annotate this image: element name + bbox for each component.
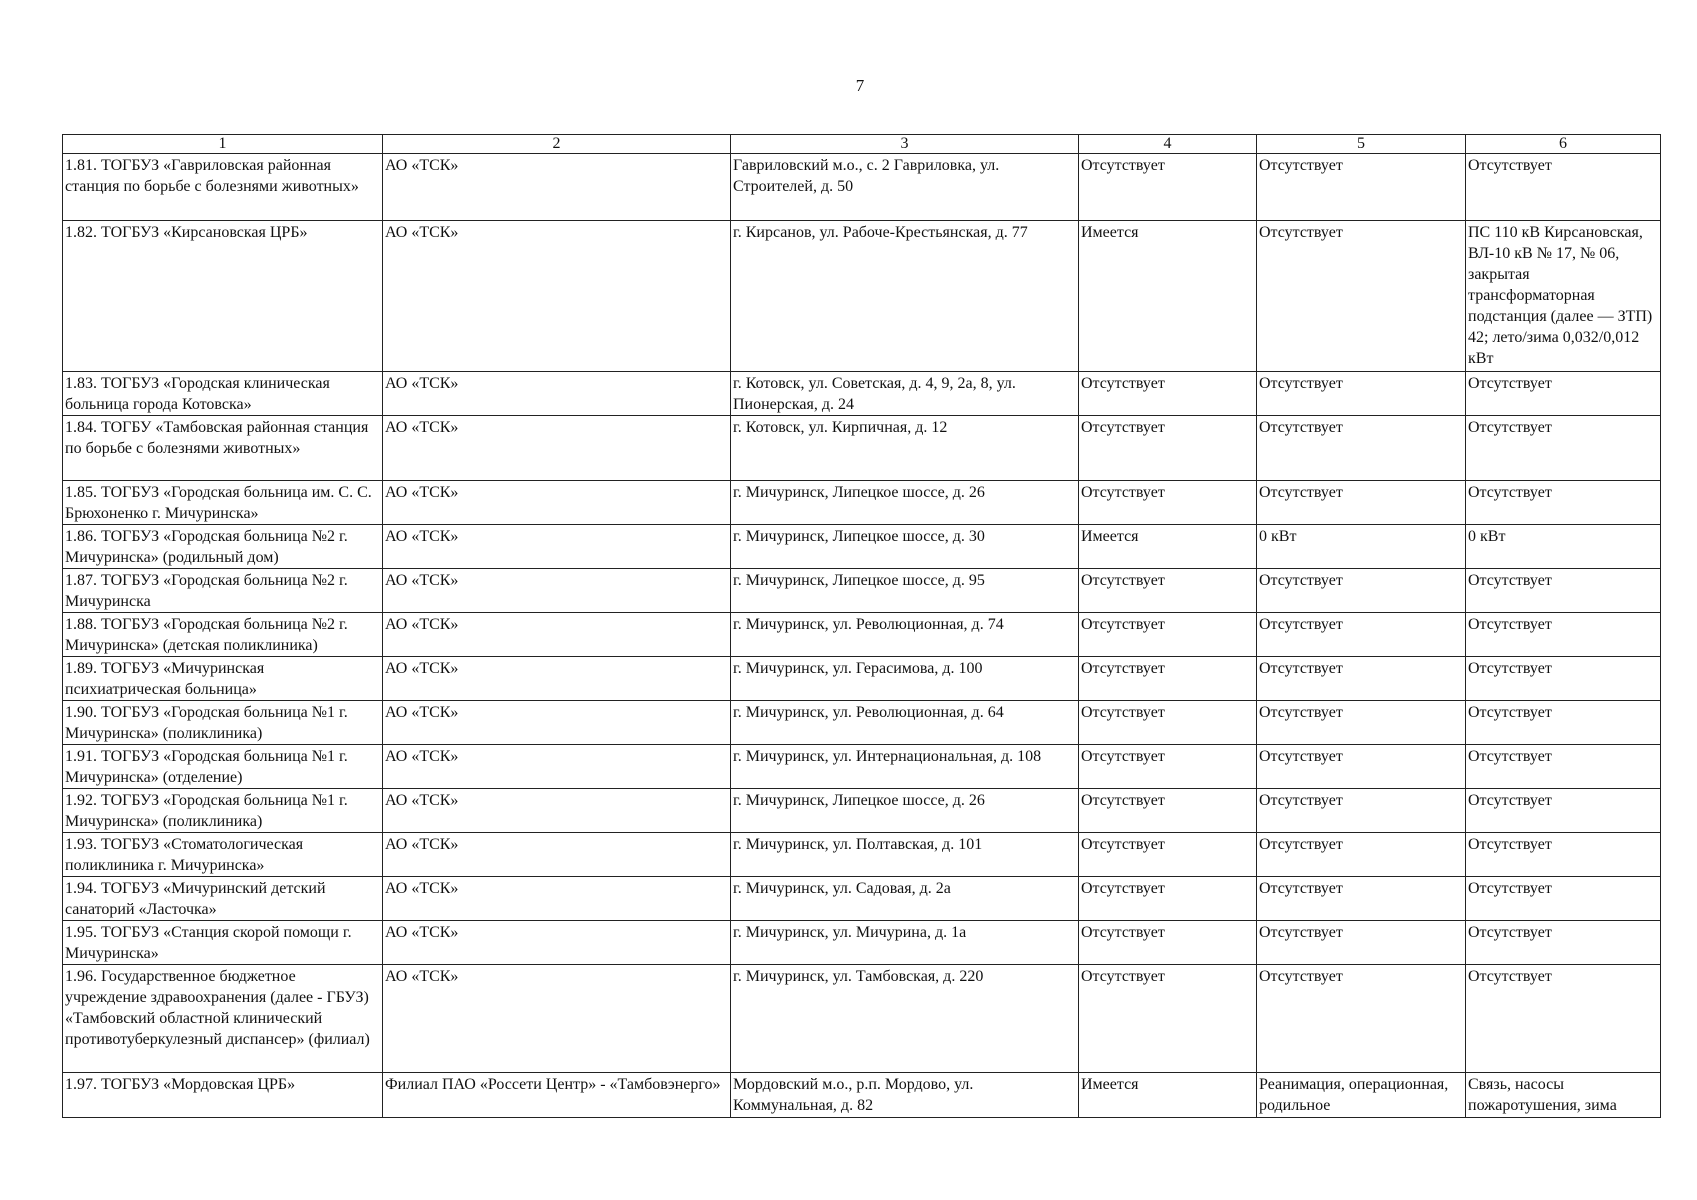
header-row <box>63 135 1661 154</box>
cell-col4: Отсутствует <box>1079 965 1257 1073</box>
table-row <box>63 372 1661 416</box>
cell-col6: Отсутствует <box>1466 745 1661 789</box>
cell-col4: Отсутствует <box>1079 833 1257 877</box>
cell-institution: 1.84. ТОГБУ «Тамбовская районная станция по борьбе с болезнями животных» <box>63 416 383 481</box>
cell-address: г. Мичуринск, Липецкое шоссе, д. 95 <box>731 569 1079 613</box>
cell-col6: Отсутствует <box>1466 833 1661 877</box>
cell-col6: Отсутствует <box>1466 372 1661 416</box>
cell-address: г. Котовск, ул. Советская, д. 4, 9, 2а, 8, ул. Пионерская, д. 24 <box>731 372 1079 416</box>
cell-col5: Отсутствует <box>1257 154 1466 221</box>
header-col-5: 5 <box>1257 135 1466 154</box>
cell-supplier: АО «ТСК» <box>383 525 731 569</box>
cell-address: г. Мичуринск, Липецкое шоссе, д. 26 <box>731 481 1079 525</box>
table-row <box>63 789 1661 833</box>
cell-supplier: АО «ТСК» <box>383 569 731 613</box>
table-row <box>63 416 1661 481</box>
cell-address: г. Мичуринск, ул. Интернациональная, д. 108 <box>731 745 1079 789</box>
cell-col4: Отсутствует <box>1079 921 1257 965</box>
cell-address: Гавриловский м.о., с. 2 Гавриловка, ул. Строителей, д. 50 <box>731 154 1079 221</box>
table-row <box>63 965 1661 1073</box>
cell-col6: Отсутствует <box>1466 921 1661 965</box>
cell-supplier: АО «ТСК» <box>383 154 731 221</box>
cell-col6: Отсутствует <box>1466 789 1661 833</box>
cell-institution: 1.83. ТОГБУЗ «Городская клиническая больница города Котовска» <box>63 372 383 416</box>
cell-institution: 1.90. ТОГБУЗ «Городская больница №1 г. Мичуринска» (поликлиника) <box>63 701 383 745</box>
cell-col5: Отсутствует <box>1257 416 1466 481</box>
header-col-1: 1 <box>63 135 383 154</box>
cell-col6: Отсутствует <box>1466 569 1661 613</box>
cell-col5: Отсутствует <box>1257 657 1466 701</box>
cell-col4: Отсутствует <box>1079 613 1257 657</box>
cell-col4: Отсутствует <box>1079 569 1257 613</box>
cell-col6: 0 кВт <box>1466 525 1661 569</box>
cell-supplier: АО «ТСК» <box>383 416 731 481</box>
cell-address: г. Мичуринск, Липецкое шоссе, д. 26 <box>731 789 1079 833</box>
cell-supplier: АО «ТСК» <box>383 657 731 701</box>
cell-address: г. Мичуринск, ул. Революционная, д. 74 <box>731 613 1079 657</box>
cell-col6: Связь, насосы пожаротушения, зима <box>1466 1073 1661 1118</box>
header-col-2: 2 <box>383 135 731 154</box>
cell-supplier: АО «ТСК» <box>383 921 731 965</box>
cell-col4: Отсутствует <box>1079 154 1257 221</box>
cell-col6: Отсутствует <box>1466 657 1661 701</box>
cell-institution: 1.95. ТОГБУЗ «Станция скорой помощи г. Мичуринска» <box>63 921 383 965</box>
cell-col6: Отсутствует <box>1466 154 1661 221</box>
table-row <box>63 1073 1661 1118</box>
cell-col4: Отсутствует <box>1079 372 1257 416</box>
cell-address: г. Мичуринск, Липецкое шоссе, д. 30 <box>731 525 1079 569</box>
cell-col4: Отсутствует <box>1079 657 1257 701</box>
cell-col5: Отсутствует <box>1257 789 1466 833</box>
cell-col4: Отсутствует <box>1079 745 1257 789</box>
header-col-3: 3 <box>731 135 1079 154</box>
table-row <box>63 613 1661 657</box>
cell-col6: ПС 110 кВ Кирсановская, ВЛ-10 кВ № 17, № 06, закрытая трансформаторная подстанция (далее — ЗТП) 42; лето/зима 0,032/0,012 кВт <box>1466 221 1661 372</box>
cell-institution: 1.82. ТОГБУЗ «Кирсановская ЦРБ» <box>63 221 383 372</box>
cell-col5: Отсутствует <box>1257 745 1466 789</box>
table-header <box>63 135 1661 154</box>
cell-col4: Отсутствует <box>1079 877 1257 921</box>
cell-supplier: АО «ТСК» <box>383 965 731 1073</box>
cell-address: г. Мичуринск, ул. Полтавская, д. 101 <box>731 833 1079 877</box>
cell-supplier: АО «ТСК» <box>383 372 731 416</box>
cell-col5: Отсутствует <box>1257 481 1466 525</box>
cell-col6: Отсутствует <box>1466 481 1661 525</box>
header-col-4: 4 <box>1079 135 1257 154</box>
cell-col5: Отсутствует <box>1257 613 1466 657</box>
cell-col5: Отсутствует <box>1257 372 1466 416</box>
cell-col4: Имеется <box>1079 525 1257 569</box>
table-body <box>63 154 1661 1118</box>
header-col-6: 6 <box>1466 135 1661 154</box>
cell-institution: 1.93. ТОГБУЗ «Стоматологическая поликлиника г. Мичуринска» <box>63 833 383 877</box>
cell-col4: Отсутствует <box>1079 481 1257 525</box>
cell-col5: Отсутствует <box>1257 965 1466 1073</box>
cell-supplier: АО «ТСК» <box>383 877 731 921</box>
table-row <box>63 657 1661 701</box>
cell-address: г. Кирсанов, ул. Рабоче-Крестьянская, д. 77 <box>731 221 1079 372</box>
cell-col6: Отсутствует <box>1466 965 1661 1073</box>
cell-col5: Отсутствует <box>1257 921 1466 965</box>
cell-institution: 1.88. ТОГБУЗ «Городская больница №2 г. Мичуринска» (детская поликлиника) <box>63 613 383 657</box>
table-row <box>63 877 1661 921</box>
cell-institution: 1.89. ТОГБУЗ «Мичуринская психиатрическая больница» <box>63 657 383 701</box>
cell-address: г. Мичуринск, ул. Тамбовская, д. 220 <box>731 965 1079 1073</box>
table-row <box>63 481 1661 525</box>
cell-institution: 1.86. ТОГБУЗ «Городская больница №2 г. Мичуринска» (родильный дом) <box>63 525 383 569</box>
cell-supplier: АО «ТСК» <box>383 745 731 789</box>
cell-col4: Имеется <box>1079 221 1257 372</box>
table-row <box>63 154 1661 221</box>
cell-col5: 0 кВт <box>1257 525 1466 569</box>
cell-institution: 1.94. ТОГБУЗ «Мичуринский детский санаторий «Ласточка» <box>63 877 383 921</box>
cell-institution: 1.96. Государственное бюджетное учреждение здравоохранения (далее - ГБУЗ) «Тамбовский областной клинический противотуберкулезный диспансер» (филиал) <box>63 965 383 1073</box>
cell-institution: 1.85. ТОГБУЗ «Городская больница им. С. С. Брюхоненко г. Мичуринска» <box>63 481 383 525</box>
cell-institution: 1.81. ТОГБУЗ «Гавриловская районная станция по борьбе с болезнями животных» <box>63 154 383 221</box>
cell-address: г. Котовск, ул. Кирпичная, д. 12 <box>731 416 1079 481</box>
data-table <box>62 134 1661 1118</box>
cell-supplier: АО «ТСК» <box>383 481 731 525</box>
table-row <box>63 525 1661 569</box>
cell-institution: 1.92. ТОГБУЗ «Городская больница №1 г. Мичуринска» (поликлиника) <box>63 789 383 833</box>
cell-address: г. Мичуринск, ул. Революционная, д. 64 <box>731 701 1079 745</box>
cell-col5: Отсутствует <box>1257 569 1466 613</box>
table-row <box>63 701 1661 745</box>
cell-col4: Отсутствует <box>1079 789 1257 833</box>
cell-col5: Отсутствует <box>1257 701 1466 745</box>
cell-col5: Отсутствует <box>1257 833 1466 877</box>
cell-supplier: АО «ТСК» <box>383 613 731 657</box>
cell-institution: 1.87. ТОГБУЗ «Городская больница №2 г. Мичуринска <box>63 569 383 613</box>
cell-address: г. Мичуринск, ул. Герасимова, д. 100 <box>731 657 1079 701</box>
table-row <box>63 569 1661 613</box>
cell-col5: Отсутствует <box>1257 221 1466 372</box>
cell-supplier: АО «ТСК» <box>383 221 731 372</box>
cell-institution: 1.91. ТОГБУЗ «Городская больница №1 г. Мичуринска» (отделение) <box>63 745 383 789</box>
table-row <box>63 921 1661 965</box>
cell-supplier: Филиал ПАО «Россети Центр» - «Тамбовэнерго» <box>383 1073 731 1118</box>
cell-col6: Отсутствует <box>1466 416 1661 481</box>
cell-col5: Реанимация, операционная, родильное <box>1257 1073 1466 1118</box>
cell-col4: Имеется <box>1079 1073 1257 1118</box>
cell-col4: Отсутствует <box>1079 416 1257 481</box>
cell-supplier: АО «ТСК» <box>383 833 731 877</box>
table-row <box>63 745 1661 789</box>
cell-col4: Отсутствует <box>1079 701 1257 745</box>
table-row <box>63 833 1661 877</box>
cell-address: г. Мичуринск, ул. Мичурина, д. 1а <box>731 921 1079 965</box>
cell-address: г. Мичуринск, ул. Садовая, д. 2а <box>731 877 1079 921</box>
cell-supplier: АО «ТСК» <box>383 789 731 833</box>
page-number: 7 <box>855 76 865 95</box>
table-row <box>63 221 1661 372</box>
cell-supplier: АО «ТСК» <box>383 701 731 745</box>
cell-col5: Отсутствует <box>1257 877 1466 921</box>
cell-col6: Отсутствует <box>1466 613 1661 657</box>
cell-col6: Отсутствует <box>1466 877 1661 921</box>
cell-col6: Отсутствует <box>1466 701 1661 745</box>
cell-address: Мордовский м.о., р.п. Мордово, ул. Коммунальная, д. 82 <box>731 1073 1079 1118</box>
cell-institution: 1.97. ТОГБУЗ «Мордовская ЦРБ» <box>63 1073 383 1118</box>
